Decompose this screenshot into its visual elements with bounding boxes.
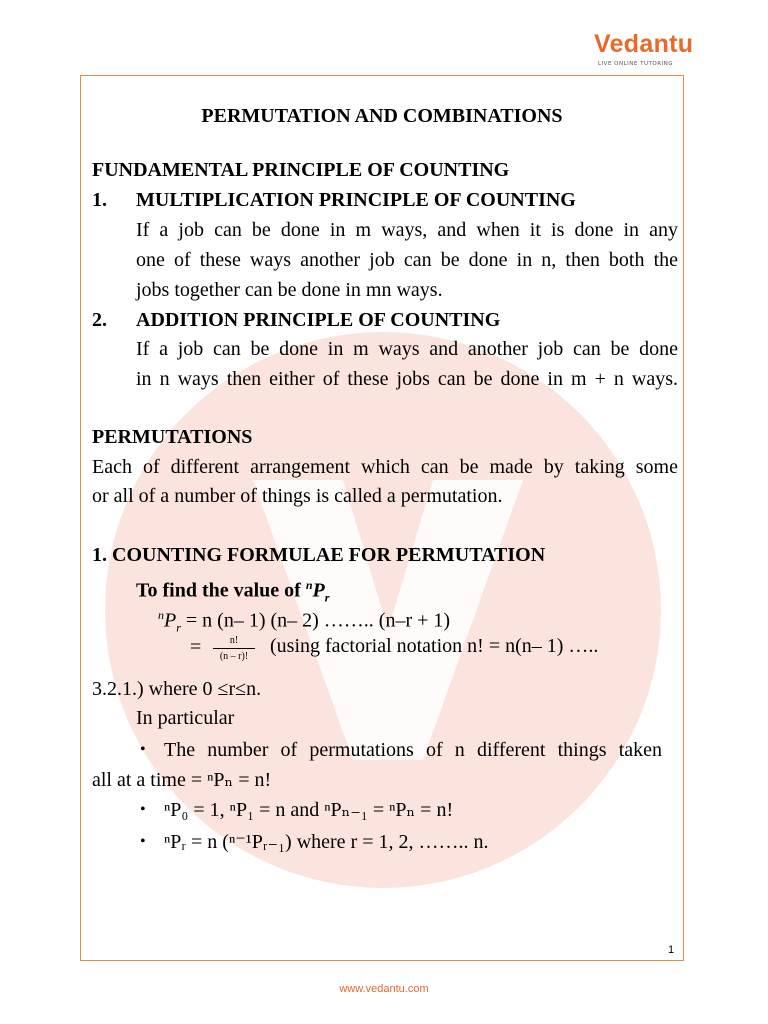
formula-sub: r	[176, 620, 181, 635]
subheading-sup: n	[305, 578, 313, 592]
subheading-sub: r	[324, 590, 330, 605]
reference-line: 3.2.1.) where 0 ≤r≤n.	[92, 678, 262, 700]
item-number-1: 1.	[92, 189, 107, 211]
formula-expansion: = n (n– 1) (n– 2) …….. (n–r + 1)	[185, 609, 451, 632]
section-heading-fundamental: FUNDAMENTAL PRINCIPLE OF COUNTING	[92, 159, 510, 181]
bullet-1-line-2: all at a time = ⁿPₙ = n!	[92, 769, 272, 791]
bullet-3-text: ⁿPᵣ = n (ⁿ⁻¹Pᵣ₋₁) where r = 1, 2, …….. n.	[164, 831, 489, 853]
page-number: 1	[668, 944, 675, 956]
addition-line-2: in n ways then either of these jobs can be done in m + n ways.	[136, 368, 678, 390]
bullet-1-line-1: The number of permutations of n different things taken	[164, 739, 662, 761]
section-heading-formulae: 1. COUNTING FORMULAE FOR PERMUTATION	[92, 544, 546, 566]
multiplication-line-2: one of these ways another job can be done in n, then both the	[136, 249, 678, 271]
multiplication-heading: MULTIPLICATION PRINCIPLE OF COUNTING	[136, 189, 576, 211]
formula-var: P	[164, 609, 177, 632]
footer-url-link[interactable]: www.vedantu.com	[339, 983, 429, 995]
logo-tagline: LIVE ONLINE TUTORING	[598, 61, 674, 67]
multiplication-line-3: jobs together can be done in mn ways.	[136, 279, 443, 301]
fraction-numerator: n!	[229, 635, 239, 646]
page-title: PERMUTATION AND COMBINATIONS	[201, 105, 563, 127]
addition-line-1: If a job can be done in m ways and another job can be done	[136, 338, 678, 360]
bullet-2-text: ⁿP₀ = 1, ⁿP₁ = n and ⁿPₙ₋₁ = ⁿPₙ = n!	[164, 799, 454, 821]
permutations-line-2: or all of a number of things is called a permutation.	[92, 485, 503, 507]
bullet-marker-1: •	[140, 741, 146, 758]
section-heading-permutations: PERMUTATIONS	[92, 426, 253, 448]
subheading-text: To find the value of	[136, 579, 306, 602]
permutations-line-1: Each of different arrangement which can be made by taking some	[92, 456, 678, 478]
in-particular-label: In particular	[136, 707, 235, 729]
formula-equals: =	[190, 636, 202, 658]
bullet-marker-3: •	[140, 833, 146, 850]
fraction-bar	[213, 648, 255, 649]
logo-wordmark: Vedantu	[594, 30, 694, 58]
bullet-marker-2: •	[140, 801, 146, 818]
addition-heading: ADDITION PRINCIPLE OF COUNTING	[136, 309, 501, 331]
subheading-var: P	[312, 579, 325, 602]
multiplication-line-1: If a job can be done in m ways, and when it is done in any	[136, 219, 678, 241]
formula-sup: n	[158, 608, 164, 622]
item-number-2: 2.	[92, 309, 107, 331]
fraction-denominator: (n – r)!	[219, 651, 249, 662]
factorial-note: (using factorial notation n! = n(n– 1) …..	[270, 635, 599, 657]
